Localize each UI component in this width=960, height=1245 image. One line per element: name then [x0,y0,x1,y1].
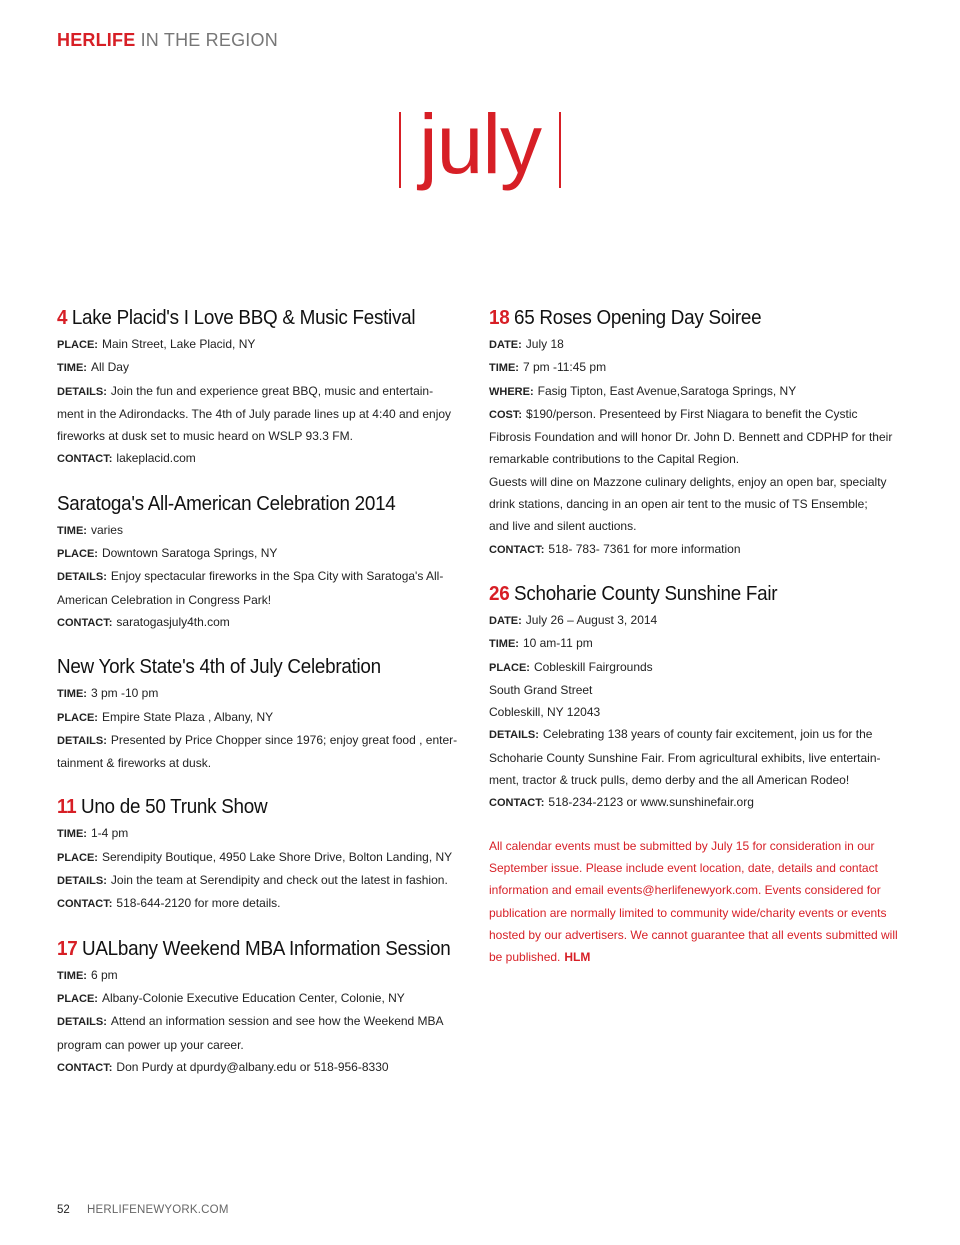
event-detail-line [489,609,909,632]
event-detail-line [57,565,467,588]
event-item [57,305,467,471]
detail-text: $190/person. Presenteed by First Niagara to benefit the Cystic [526,406,858,421]
detail-text: varies [90,522,123,537]
event-detail-line [57,964,467,987]
event-detail-line [489,356,909,379]
page-footer [57,1204,229,1216]
event-detail-line [57,333,467,356]
event-detail-line [57,519,467,542]
detail-text: Downtown Saratoga Springs, NY [101,546,278,561]
detail-label: CONTACT: [57,616,113,629]
event-item [57,794,467,915]
detail-label: TIME: [489,362,519,375]
event-detail-line [57,869,467,892]
detail-text: Presented by Price Chopper since 1976; enjoy great food , enter- [110,732,458,747]
section-header [57,30,278,51]
note-line: be published. [489,950,561,965]
detail-text: Empire State Plaza , Albany, NY [101,709,274,724]
event-detail-line [57,425,467,447]
event-detail-line [57,403,467,425]
event-title-text: Lake Placid's I Love BBQ & Music Festival [71,306,416,329]
detail-label: DATE: [489,614,522,627]
detail-label: CONTACT: [57,1061,113,1074]
detail-label: CONTACT: [489,543,545,556]
detail-text: drink stations, dancing in an open air tent to the music of TS Ensemble; [489,497,868,512]
event-detail-line [57,846,467,869]
detail-text: Fibrosis Foundation and will honor Dr. John D. Bennett and CDPHP for their [489,430,893,445]
detail-label: WHERE: [489,385,534,398]
event-day: 11 [57,795,77,819]
event-detail-line [489,791,909,814]
detail-label: TIME: [57,688,87,701]
section-name: IN THE REGION [140,30,278,50]
event-detail-line [57,1056,467,1079]
event-title-text: 65 Roses Opening Day Soiree [514,306,762,329]
event-detail-line [57,447,467,470]
detail-text: Main Street, Lake Placid, NY [101,337,256,351]
detail-text: All Day [90,360,129,375]
detail-text: 518- 783- 7361 for more information [548,541,741,556]
event-detail-line [489,471,909,493]
event-title [57,491,434,517]
detail-text: Join the fun and experience great BBQ, music and entertain- [110,383,434,398]
detail-label: PLACE: [57,339,98,351]
page-number: 52 [57,1204,70,1216]
detail-text: Cobleskill Fairgrounds [533,659,653,674]
left-column [57,305,467,1099]
detail-text: Don Purdy at dpurdy@albany.edu or 518-956-8330 [116,1059,389,1074]
detail-text: Fasig Tipton, East Avenue,Saratoga Springs, NY [537,383,797,398]
event-detail-line [57,356,467,379]
event-title [489,305,875,331]
detail-text: lakeplacid.com [116,451,196,466]
detail-text: 1-4 pm [90,826,129,841]
event-detail-line [489,515,909,537]
detail-text: 6 pm [90,967,118,982]
event-title [57,794,434,820]
event-detail-line [489,747,909,769]
note-line: September issue. Please include event location, date, details and contact [489,860,878,875]
detail-label: DETAILS: [489,729,539,742]
detail-label: DATE: [489,339,522,351]
event-item [489,305,909,561]
event-day: 4 [57,306,68,329]
event-title-text: Schoharie County Sunshine Fair [514,581,778,605]
detail-text: Join the team at Serendipity and check out the latest in fashion. [110,873,448,888]
detail-label: TIME: [489,638,519,651]
note-line: information and email events@herlifenewyork.com. Events considered for [489,883,881,898]
event-detail-line [489,656,909,679]
event-detail-line [57,589,467,611]
event-detail-line [489,493,909,515]
event-detail-line [489,723,909,746]
detail-text: and live and silent auctions. [489,519,637,534]
event-title-text: Saratoga's All-American Celebration 2014 [57,491,396,515]
detail-text: program can power up your career. [57,1037,244,1052]
detail-label: CONTACT: [489,797,545,810]
detail-text: 518-234-2123 or www.sunshinefair.org [548,795,754,810]
detail-label: DETAILS: [57,875,107,888]
detail-label: DETAILS: [57,1016,107,1029]
event-day: 17 [57,936,78,960]
note-line: All calendar events must be submitted by July 15 for consideration in our [489,838,875,853]
detail-label: PLACE: [57,992,98,1005]
event-detail-line [57,752,467,774]
event-detail-line [489,701,909,723]
event-detail-line [489,403,909,426]
detail-text: Attend an information session and see how the Weekend MBA [110,1014,444,1029]
detail-label: DETAILS: [57,571,107,584]
note-line: publication are normally limited to community wide/charity events or events [489,905,887,920]
month-divider-right [559,112,561,188]
event-item [57,491,467,634]
event-detail-line [489,448,909,470]
detail-label: PLACE: [57,851,98,864]
hlm-signature: HLM [564,950,591,965]
detail-label: TIME: [57,828,87,841]
month-heading [0,97,960,192]
detail-text: ment, tractor & truck pulls, demo derby and the all American Rodeo! [489,773,850,788]
event-item [489,581,909,815]
detail-label: PLACE: [57,711,98,724]
brand-name: HERLIFE [57,30,136,50]
right-events [489,305,909,815]
detail-label: DETAILS: [57,734,107,747]
detail-text: Albany-Colonie Executive Education Center, Colonie, NY [101,990,405,1005]
detail-text: July 26 – August 3, 2014 [525,612,658,627]
detail-label: PLACE: [57,548,98,561]
event-detail-line [57,706,467,729]
month-title: july [418,97,542,191]
event-title [57,936,451,962]
note-line: hosted by our advertisers. We cannot guarantee that all events submitted will [489,927,898,942]
detail-text: Guests will dine on Mazzone culinary delights, enjoy an open bar, specialty [489,474,887,489]
detail-text: fireworks at dusk set to music heard on WSLP 93.3 FM. [57,429,353,444]
event-detail-line [489,426,909,448]
detail-text: 7 pm -11:45 pm [522,360,607,375]
detail-text: 10 am-11 pm [522,636,593,651]
event-title-text: Uno de 50 Trunk Show [80,795,268,819]
event-detail-line [489,333,909,356]
detail-text: Celebrating 138 years of county fair excitement, join us for the [542,727,873,742]
detail-text: 518-644-2120 for more details. [116,896,281,911]
event-detail-line [57,380,467,403]
detail-text: Cobleskill, NY 12043 [489,705,601,720]
event-title [489,581,875,607]
event-detail-line [489,538,909,561]
event-detail-line [57,611,467,634]
event-item [57,936,467,1079]
event-title-text: New York State's 4th of July Celebration [57,655,381,679]
detail-label: TIME: [57,969,87,982]
detail-text: ment in the Adirondacks. The 4th of July parade lines up at 4:40 and enjoy [57,406,452,421]
detail-text: 3 pm -10 pm [90,686,159,701]
event-detail-line [57,1034,467,1056]
detail-text: Enjoy spectacular fireworks in the Spa City with Saratoga's All- [110,569,444,584]
event-detail-line [57,822,467,845]
detail-text: remarkable contributions to the Capital Region. [489,452,740,467]
detail-label: PLACE: [489,661,530,674]
detail-label: DETAILS: [57,385,107,398]
detail-label: CONTACT: [57,453,113,466]
event-detail-line [57,682,467,705]
detail-text: Schoharie County Sunshine Fair. From agricultural exhibits, live entertain- [489,750,881,765]
event-title [57,305,434,331]
detail-text: Serendipity Boutique, 4950 Lake Shore Drive, Bolton Landing, NY [101,849,453,864]
event-day: 26 [489,581,510,605]
event-day: 18 [489,306,510,329]
event-detail-line [57,987,467,1010]
event-detail-line [57,729,467,752]
detail-text: American Celebration in Congress Park! [57,592,272,607]
event-item [57,654,467,774]
detail-text: tainment & fireworks at dusk. [57,756,212,771]
submission-note [489,835,909,969]
event-detail-line [489,769,909,791]
detail-label: CONTACT: [57,898,113,911]
detail-text: saratogasjuly4th.com [116,614,230,629]
event-detail-line [57,892,467,915]
note-line-last [489,946,909,968]
detail-text: South Grand Street [489,682,593,697]
site-url: HERLIFENEWYORK.COM [87,1204,229,1216]
detail-label: COST: [489,408,522,421]
event-detail-line [489,679,909,701]
event-detail-line [57,542,467,565]
event-detail-line [57,1010,467,1033]
event-title-text: UALbany Weekend MBA Information Session [82,936,451,960]
event-detail-line [489,380,909,403]
detail-label: TIME: [57,362,87,375]
detail-text: July 18 [525,337,564,351]
detail-label: TIME: [57,524,87,537]
right-column [489,305,909,968]
event-detail-line [489,632,909,655]
event-title [57,654,434,680]
